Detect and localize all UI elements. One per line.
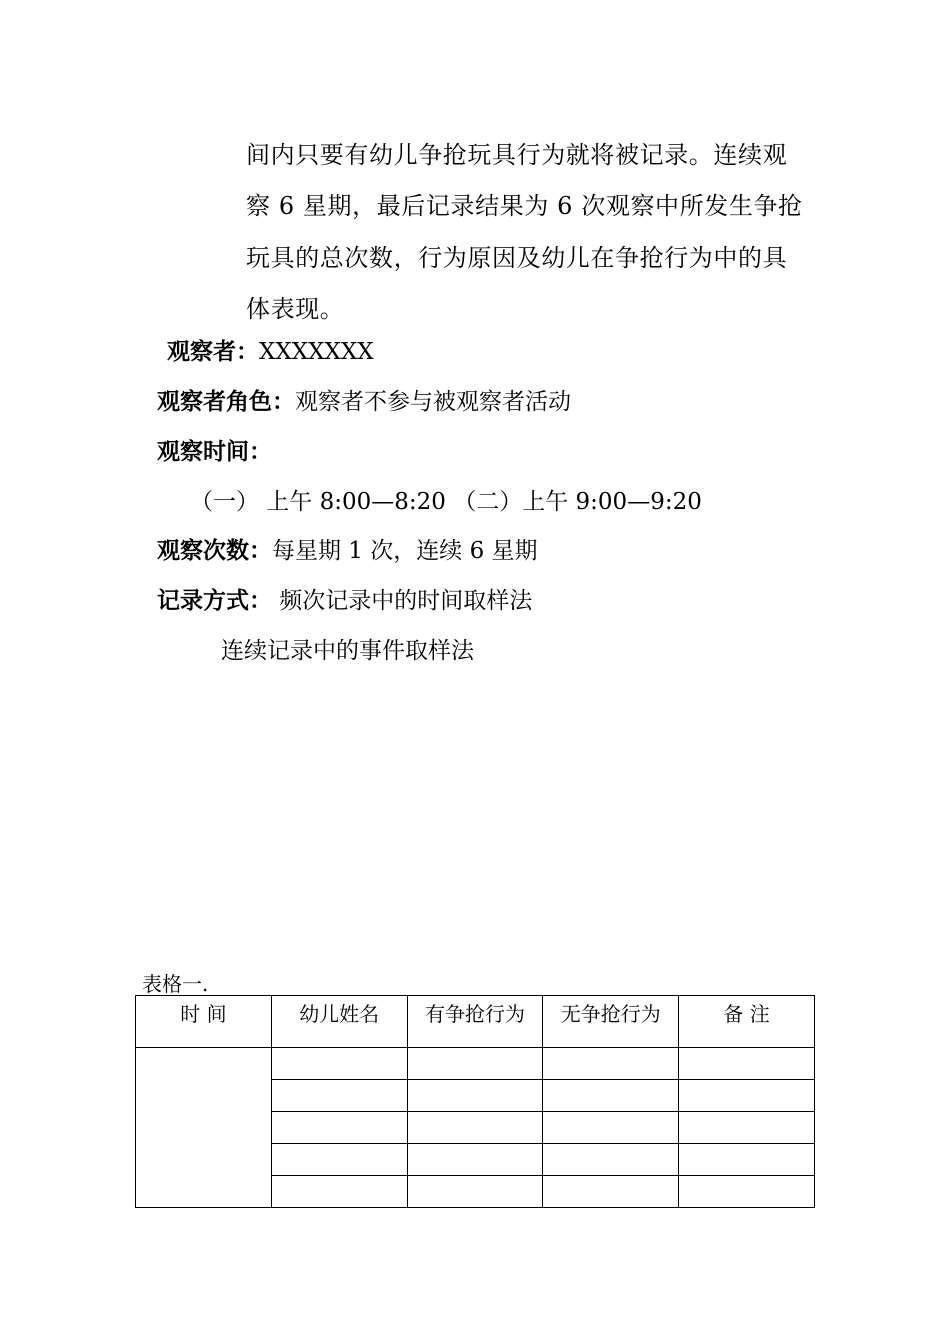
table-cell <box>679 1112 815 1144</box>
paragraph-line: 玩具的总次数，行为原因及幼儿在争抢行为中的具 <box>246 243 788 272</box>
table-cell <box>407 1048 543 1080</box>
table-cell <box>543 1048 679 1080</box>
header-no-grabbing: 无争抢行为 <box>543 996 679 1048</box>
table-cell <box>271 1080 407 1112</box>
table-cell <box>543 1080 679 1112</box>
table-cell <box>679 1144 815 1176</box>
table-header-row <box>136 996 815 1048</box>
table-cell <box>679 1080 815 1112</box>
table-cell <box>407 1144 543 1176</box>
method-value-2: 连续记录中的事件取样法 <box>221 638 474 664</box>
paragraph-line: 察 6 星期，最后记录结果为 6 次观察中所发生争抢 <box>246 192 803 221</box>
observer-label: 观察者： <box>167 338 259 365</box>
role-line <box>157 383 571 416</box>
table-cell <box>271 1144 407 1176</box>
role-value: 观察者不参与被观察者活动 <box>295 389 571 415</box>
count-line <box>157 532 538 565</box>
table-cell <box>271 1176 407 1208</box>
table-cell <box>543 1176 679 1208</box>
paragraph-line: 间内只要有幼儿争抢玩具行为就将被记录。连续观 <box>246 141 788 169</box>
table-cell <box>407 1176 543 1208</box>
table-cell <box>543 1144 679 1176</box>
intro-paragraph <box>246 130 811 335</box>
table-cell <box>543 1112 679 1144</box>
observation-table <box>135 995 815 1208</box>
table-cell <box>679 1176 815 1208</box>
header-child-name: 幼儿姓名 <box>271 996 407 1048</box>
header-has-grabbing: 有争抢行为 <box>407 996 543 1048</box>
method-value-1: 频次记录中的时间取样法 <box>272 588 533 614</box>
header-notes: 备 注 <box>679 996 815 1048</box>
count-label: 观察次数： <box>157 537 272 564</box>
header-time: 时 间 <box>136 996 272 1048</box>
table-cell <box>271 1112 407 1144</box>
role-label: 观察者角色： <box>157 388 295 415</box>
observer-value: XXXXXXX <box>259 339 374 365</box>
count-value: 每星期 1 次，连续 6 星期 <box>272 538 538 564</box>
table-cell <box>407 1112 543 1144</box>
method-label: 记录方式： <box>157 587 272 614</box>
time-line <box>157 433 272 466</box>
table-caption: 表格一. <box>142 972 209 996</box>
paragraph-line: 体表现。 <box>246 294 345 323</box>
table-cell <box>407 1080 543 1112</box>
time-cell <box>136 1048 272 1208</box>
observer-line <box>167 333 374 366</box>
time-slots: （一） 上午 8:00—8:20 （二）上午 9:00—9:20 <box>190 489 702 515</box>
method-line <box>157 582 532 615</box>
time-label: 观察时间： <box>157 438 272 465</box>
table-cell <box>271 1048 407 1080</box>
table-cell <box>679 1048 815 1080</box>
table-row <box>136 1048 815 1080</box>
